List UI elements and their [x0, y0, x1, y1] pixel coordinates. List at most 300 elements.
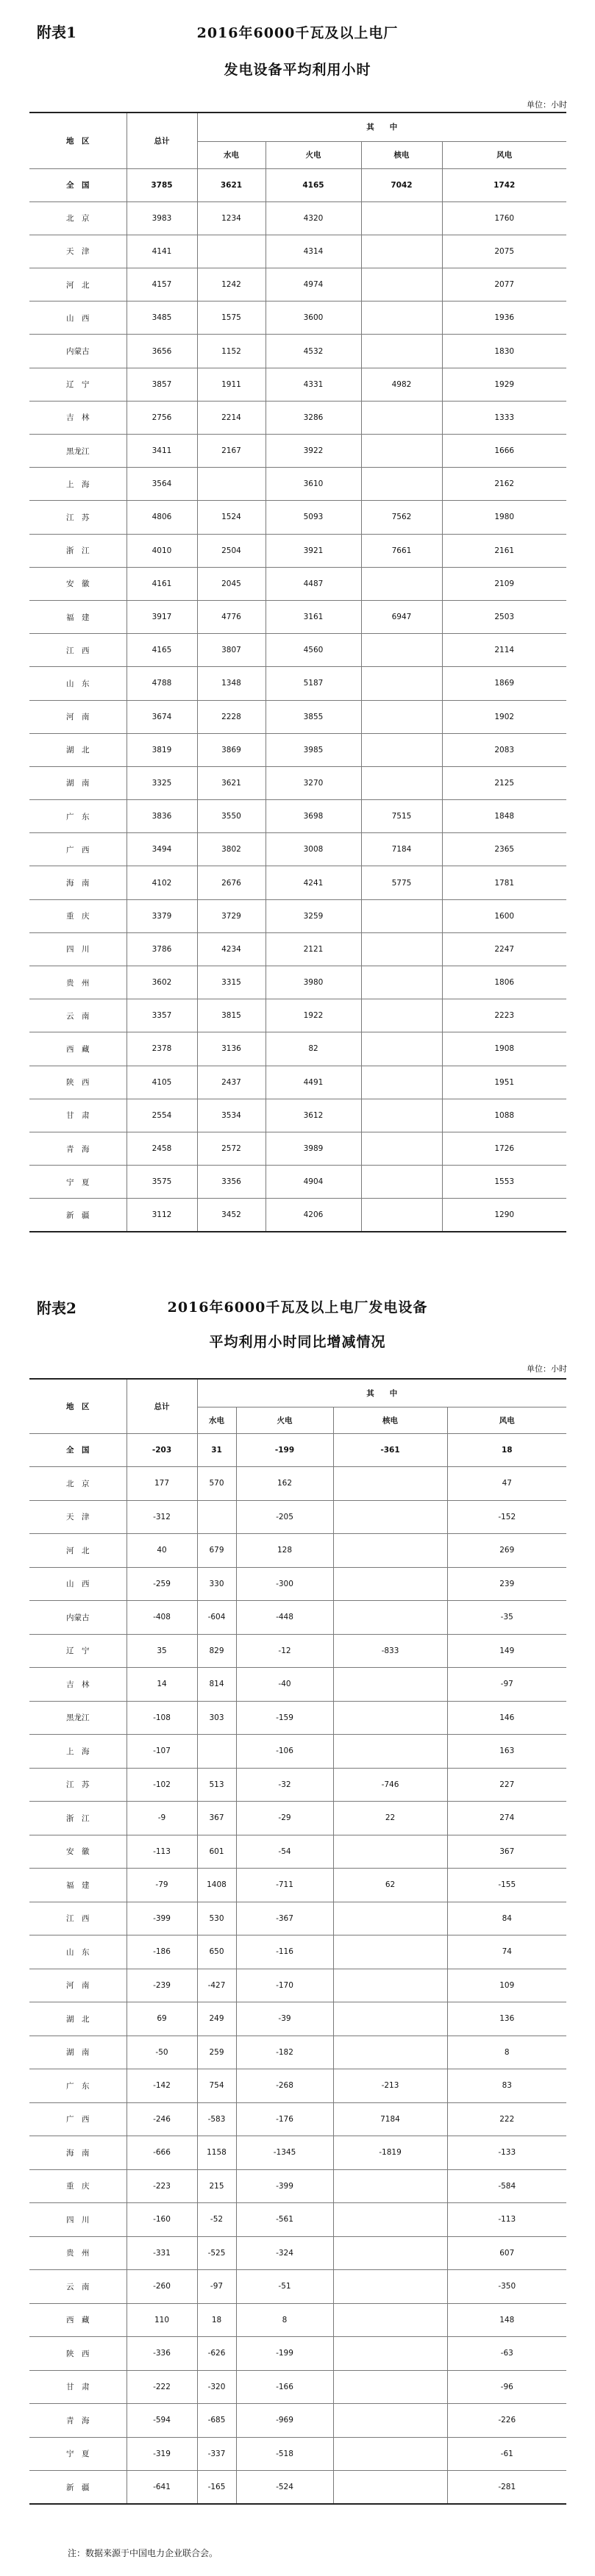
cell-hydro: 754 — [197, 2069, 236, 2103]
table-row — [29, 966, 566, 999]
table1-title-line2: 发电设备平均利用小时 — [224, 62, 371, 78]
cell-region: 天 津 — [29, 235, 127, 268]
table1-header-nuclear: 核电 — [361, 141, 442, 168]
cell-total: -336 — [127, 2337, 197, 2371]
cell-region: 安 徽 — [29, 1835, 127, 1869]
table-row — [29, 2337, 566, 2371]
cell-wind: -97 — [447, 1668, 566, 1702]
cell-region: 海 南 — [29, 2136, 127, 2170]
cell-nuclear — [361, 435, 442, 468]
cell-thermal: 3855 — [266, 700, 361, 733]
cell-nuclear — [361, 899, 442, 932]
cell-thermal: 4974 — [266, 268, 361, 302]
cell-hydro: 1911 — [197, 368, 266, 401]
cell-nuclear: 22 — [333, 1802, 447, 1835]
cell-hydro: 3807 — [197, 634, 266, 667]
cell-thermal: -170 — [236, 1969, 333, 2002]
cell-total: -203 — [127, 1433, 197, 1467]
cell-thermal: 4320 — [266, 201, 361, 235]
cell-wind: 148 — [447, 2303, 566, 2337]
cell-region: 甘 肃 — [29, 2370, 127, 2404]
cell-total: 2378 — [127, 1032, 197, 1066]
cell-nuclear — [333, 2303, 447, 2337]
cell-hydro: -52 — [197, 2203, 236, 2237]
cell-hydro — [197, 1735, 236, 1769]
cell-hydro: 1242 — [197, 268, 266, 302]
cell-total: 69 — [127, 2002, 197, 2036]
cell-nuclear — [361, 700, 442, 733]
cell-wind: 146 — [447, 1701, 566, 1735]
cell-wind: 2503 — [442, 600, 566, 633]
cell-thermal: -40 — [236, 1668, 333, 1702]
cell-thermal: 3698 — [266, 800, 361, 833]
cell-hydro: 1234 — [197, 201, 266, 235]
table2-title-line2: 平均利用小时同比增减情况 — [209, 1334, 386, 1350]
cell-nuclear — [333, 1601, 447, 1635]
cell-wind: 1848 — [442, 800, 566, 833]
table-row — [29, 2270, 566, 2304]
cell-thermal: -39 — [236, 2002, 333, 2036]
cell-thermal: -300 — [236, 1567, 333, 1601]
cell-wind: 607 — [447, 2236, 566, 2270]
cell-nuclear — [333, 1735, 447, 1769]
cell-hydro: 3534 — [197, 1099, 266, 1132]
cell-total: 4141 — [127, 235, 197, 268]
cell-total: 3379 — [127, 899, 197, 932]
cell-thermal: 3008 — [266, 833, 361, 866]
cell-hydro: -165 — [197, 2471, 236, 2505]
cell-thermal: -199 — [236, 2337, 333, 2371]
cell-hydro: 1408 — [197, 1869, 236, 1902]
table-row — [29, 932, 566, 966]
cell-wind: -61 — [447, 2437, 566, 2471]
cell-total: 3112 — [127, 1199, 197, 1232]
cell-total: -107 — [127, 1735, 197, 1769]
cell-hydro: 215 — [197, 2169, 236, 2203]
cell-region: 山 东 — [29, 667, 127, 700]
cell-wind: 1290 — [442, 1199, 566, 1232]
cell-wind: 1666 — [442, 435, 566, 468]
cell-total: -9 — [127, 1802, 197, 1835]
table-row — [29, 1534, 566, 1568]
table-row — [29, 2370, 566, 2404]
cell-thermal: 5093 — [266, 501, 361, 534]
table-row — [29, 1802, 566, 1835]
table2-header-thermal: 火电 — [236, 1407, 333, 1433]
cell-total: 3564 — [127, 468, 197, 501]
cell-hydro: -320 — [197, 2370, 236, 2404]
cell-region: 上 海 — [29, 1735, 127, 1769]
source-note: 注：数据来源于中国电力企业联合会。 — [68, 2548, 218, 2558]
cell-wind: -152 — [447, 1500, 566, 1534]
cell-region: 新 疆 — [29, 2471, 127, 2505]
cell-hydro: 1575 — [197, 302, 266, 335]
cell-total: -79 — [127, 1869, 197, 1902]
cell-region: 吉 林 — [29, 401, 127, 434]
cell-wind: -226 — [447, 2404, 566, 2438]
cell-total: 3411 — [127, 435, 197, 468]
table-row — [29, 600, 566, 633]
table-row — [29, 1835, 566, 1869]
cell-nuclear: 4982 — [361, 368, 442, 401]
cell-nuclear — [361, 932, 442, 966]
cell-nuclear — [333, 2404, 447, 2438]
table-row — [29, 1032, 566, 1066]
cell-nuclear: 6947 — [361, 600, 442, 633]
table1-unit: 单位：小时 — [527, 100, 567, 110]
table2-header-wind: 风电 — [447, 1407, 566, 1433]
cell-nuclear: 7184 — [333, 2102, 447, 2136]
cell-region: 青 海 — [29, 1132, 127, 1165]
cell-wind: -133 — [447, 2136, 566, 2170]
cell-total: 40 — [127, 1534, 197, 1568]
table-row — [29, 1969, 566, 2002]
cell-total: 3819 — [127, 733, 197, 766]
cell-wind: 1929 — [442, 368, 566, 401]
table1-body — [29, 168, 566, 1232]
cell-thermal: -32 — [236, 1768, 333, 1802]
cell-thermal: -518 — [236, 2437, 333, 2471]
cell-nuclear — [361, 766, 442, 799]
cell-total: 3983 — [127, 201, 197, 235]
table-row — [29, 733, 566, 766]
cell-nuclear — [333, 1500, 447, 1534]
cell-region: 新 疆 — [29, 1199, 127, 1232]
cell-nuclear — [361, 302, 442, 335]
table1-header-thermal: 火电 — [266, 141, 361, 168]
cell-region: 浙 江 — [29, 1802, 127, 1835]
table-row — [29, 866, 566, 899]
cell-thermal: -711 — [236, 1869, 333, 1902]
cell-hydro: 3802 — [197, 833, 266, 866]
table-row — [29, 2036, 566, 2069]
cell-wind: 367 — [447, 1835, 566, 1869]
table-row — [29, 168, 566, 201]
cell-hydro: 814 — [197, 1668, 236, 1702]
table-row — [29, 1166, 566, 1199]
cell-thermal: -182 — [236, 2036, 333, 2069]
cell-nuclear — [361, 1032, 442, 1066]
cell-nuclear — [361, 1132, 442, 1165]
cell-total: -408 — [127, 1601, 197, 1635]
table-row — [29, 1132, 566, 1165]
cell-thermal: 4206 — [266, 1199, 361, 1232]
cell-total: -399 — [127, 1902, 197, 1935]
cell-hydro: 513 — [197, 1768, 236, 1802]
cell-wind: 136 — [447, 2002, 566, 2036]
cell-region: 云 南 — [29, 999, 127, 1032]
cell-wind: 2109 — [442, 567, 566, 600]
cell-wind: 1600 — [442, 899, 566, 932]
cell-total: -594 — [127, 2404, 197, 2438]
cell-wind: 1553 — [442, 1166, 566, 1199]
cell-hydro: 2676 — [197, 866, 266, 899]
cell-wind: 2247 — [442, 932, 566, 966]
cell-hydro: 650 — [197, 1935, 236, 1969]
table-row — [29, 1567, 566, 1601]
cell-nuclear — [361, 667, 442, 700]
table-row — [29, 999, 566, 1032]
cell-thermal: 4241 — [266, 866, 361, 899]
cell-region: 贵 州 — [29, 2236, 127, 2270]
cell-region: 云 南 — [29, 2270, 127, 2304]
table-row — [29, 468, 566, 501]
table-row — [29, 1634, 566, 1668]
cell-hydro: 1348 — [197, 667, 266, 700]
cell-nuclear — [333, 1534, 447, 1568]
cell-nuclear — [333, 1567, 447, 1601]
table-row — [29, 268, 566, 302]
cell-thermal: -969 — [236, 2404, 333, 2438]
cell-hydro: -583 — [197, 2102, 236, 2136]
cell-wind: 269 — [447, 1534, 566, 1568]
cell-region: 黑龙江 — [29, 1701, 127, 1735]
table-row — [29, 2102, 566, 2136]
cell-thermal: -12 — [236, 1634, 333, 1668]
cell-region: 宁 夏 — [29, 1166, 127, 1199]
table-row — [29, 534, 566, 567]
cell-nuclear — [361, 634, 442, 667]
cell-thermal: 4331 — [266, 368, 361, 401]
cell-nuclear — [361, 468, 442, 501]
table2-body — [29, 1433, 566, 2504]
table2-header-hydro: 水电 — [197, 1407, 236, 1433]
cell-region: 江 西 — [29, 634, 127, 667]
table2-header-region: 地 区 — [29, 1379, 127, 1433]
cell-thermal: -448 — [236, 1601, 333, 1635]
cell-hydro: 2214 — [197, 401, 266, 434]
cell-total: 3357 — [127, 999, 197, 1032]
cell-region: 甘 肃 — [29, 1099, 127, 1132]
cell-nuclear — [361, 401, 442, 434]
cell-total: -186 — [127, 1935, 197, 1969]
cell-thermal: 82 — [266, 1032, 361, 1066]
cell-thermal: 4314 — [266, 235, 361, 268]
cell-region: 四 川 — [29, 932, 127, 966]
cell-total: 2756 — [127, 401, 197, 434]
cell-hydro: -427 — [197, 1969, 236, 2002]
cell-thermal: -166 — [236, 2370, 333, 2404]
cell-region: 江 苏 — [29, 501, 127, 534]
cell-thermal: -106 — [236, 1735, 333, 1769]
table-row — [29, 1701, 566, 1735]
cell-nuclear — [361, 335, 442, 368]
cell-hydro: 18 — [197, 2303, 236, 2337]
cell-hydro: 330 — [197, 1567, 236, 1601]
cell-hydro: 3621 — [197, 168, 266, 201]
cell-region: 内蒙古 — [29, 335, 127, 368]
cell-hydro: -604 — [197, 1601, 236, 1635]
cell-nuclear: 7562 — [361, 501, 442, 534]
cell-thermal: 162 — [236, 1467, 333, 1501]
cell-total: 14 — [127, 1668, 197, 1702]
cell-nuclear: -833 — [333, 1634, 447, 1668]
table-row — [29, 833, 566, 866]
cell-wind: 2365 — [442, 833, 566, 866]
cell-wind: 2114 — [442, 634, 566, 667]
cell-region: 山 西 — [29, 302, 127, 335]
cell-region: 山 西 — [29, 1567, 127, 1601]
cell-wind: 109 — [447, 1969, 566, 2002]
cell-hydro: 2572 — [197, 1132, 266, 1165]
cell-wind: 2161 — [442, 534, 566, 567]
cell-region: 福 建 — [29, 1869, 127, 1902]
cell-hydro: -685 — [197, 2404, 236, 2438]
cell-region: 上 海 — [29, 468, 127, 501]
cell-wind: 47 — [447, 1467, 566, 1501]
cell-total: -319 — [127, 2437, 197, 2471]
cell-hydro: 303 — [197, 1701, 236, 1735]
cell-nuclear — [361, 567, 442, 600]
cell-total: 3494 — [127, 833, 197, 866]
cell-hydro: 3869 — [197, 733, 266, 766]
cell-total: -50 — [127, 2036, 197, 2069]
cell-thermal: 1922 — [266, 999, 361, 1032]
cell-hydro — [197, 235, 266, 268]
cell-thermal: -176 — [236, 2102, 333, 2136]
table2-label: 附表2 — [37, 1299, 76, 1317]
cell-thermal: -51 — [236, 2270, 333, 2304]
cell-wind: 2125 — [442, 766, 566, 799]
cell-thermal: -159 — [236, 1701, 333, 1735]
cell-wind: 2075 — [442, 235, 566, 268]
table-row — [29, 2203, 566, 2237]
cell-nuclear — [361, 1166, 442, 1199]
cell-nuclear — [361, 235, 442, 268]
cell-region: 河 南 — [29, 700, 127, 733]
cell-wind: 83 — [447, 2069, 566, 2103]
table2-header-nuclear: 核电 — [333, 1407, 447, 1433]
cell-nuclear — [361, 201, 442, 235]
cell-hydro: 4776 — [197, 600, 266, 633]
cell-wind: 1908 — [442, 1032, 566, 1066]
table-row — [29, 766, 566, 799]
cell-region: 黑龙江 — [29, 435, 127, 468]
cell-total: -641 — [127, 2471, 197, 2505]
cell-thermal: -399 — [236, 2169, 333, 2203]
cell-region: 广 西 — [29, 2102, 127, 2136]
table-row — [29, 2404, 566, 2438]
cell-region: 湖 南 — [29, 766, 127, 799]
cell-hydro: 31 — [197, 1433, 236, 1467]
cell-hydro: 1158 — [197, 2136, 236, 2170]
cell-region: 宁 夏 — [29, 2437, 127, 2471]
cell-wind: 149 — [447, 1634, 566, 1668]
cell-total: 4157 — [127, 268, 197, 302]
cell-region: 陕 西 — [29, 1066, 127, 1099]
cell-region: 北 京 — [29, 1467, 127, 1501]
cell-nuclear — [333, 1902, 447, 1935]
table-row — [29, 1500, 566, 1534]
cell-wind: -96 — [447, 2370, 566, 2404]
cell-region: 全 国 — [29, 1433, 127, 1467]
cell-region: 四 川 — [29, 2203, 127, 2237]
cell-region: 浙 江 — [29, 534, 127, 567]
cell-hydro: 367 — [197, 1802, 236, 1835]
cell-thermal: -561 — [236, 2203, 333, 2237]
cell-thermal: 3612 — [266, 1099, 361, 1132]
cell-hydro: 3315 — [197, 966, 266, 999]
cell-nuclear — [333, 2337, 447, 2371]
cell-thermal: -324 — [236, 2236, 333, 2270]
table-row — [29, 800, 566, 833]
cell-nuclear — [361, 1199, 442, 1232]
cell-hydro: 2437 — [197, 1066, 266, 1099]
cell-total: -113 — [127, 1835, 197, 1869]
cell-thermal: 4487 — [266, 567, 361, 600]
table2-header-group: 其 中 — [197, 1379, 566, 1407]
table1-title-line1: 2016年6000千瓦及以上电厂 — [196, 25, 399, 41]
cell-region: 福 建 — [29, 600, 127, 633]
table-row — [29, 2236, 566, 2270]
cell-wind: -63 — [447, 2337, 566, 2371]
cell-total: 2458 — [127, 1132, 197, 1165]
cell-nuclear — [333, 1467, 447, 1501]
table-row — [29, 1869, 566, 1902]
cell-thermal: 3980 — [266, 966, 361, 999]
cell-wind: 1980 — [442, 501, 566, 534]
cell-total: -102 — [127, 1768, 197, 1802]
cell-region: 辽 宁 — [29, 1634, 127, 1668]
cell-nuclear — [333, 1668, 447, 1702]
table-row — [29, 2136, 566, 2170]
cell-total: 3917 — [127, 600, 197, 633]
cell-wind: 227 — [447, 1768, 566, 1802]
cell-total: -108 — [127, 1701, 197, 1735]
cell-total: 4806 — [127, 501, 197, 534]
cell-total: 3785 — [127, 168, 197, 201]
cell-thermal: -205 — [236, 1500, 333, 1534]
table2 — [29, 1378, 566, 2505]
cell-wind: 84 — [447, 1902, 566, 1935]
cell-thermal: -116 — [236, 1935, 333, 1969]
table1-label: 附表1 — [37, 24, 76, 41]
cell-hydro — [197, 1500, 236, 1534]
cell-total: 4161 — [127, 567, 197, 600]
cell-hydro: 2504 — [197, 534, 266, 567]
cell-region: 全 国 — [29, 168, 127, 201]
cell-region: 青 海 — [29, 2404, 127, 2438]
cell-total: -246 — [127, 2102, 197, 2136]
cell-hydro: 2228 — [197, 700, 266, 733]
cell-nuclear — [333, 2370, 447, 2404]
cell-total: -160 — [127, 2203, 197, 2237]
table2-header-total: 总计 — [127, 1379, 197, 1433]
cell-wind: 1726 — [442, 1132, 566, 1165]
cell-wind: 1742 — [442, 168, 566, 201]
table-row — [29, 1199, 566, 1232]
cell-hydro: 3621 — [197, 766, 266, 799]
cell-nuclear — [333, 2169, 447, 2203]
cell-thermal: 3985 — [266, 733, 361, 766]
table1-header-total: 总计 — [127, 113, 197, 168]
table-row — [29, 700, 566, 733]
cell-region: 江 苏 — [29, 1768, 127, 1802]
cell-total: 4010 — [127, 534, 197, 567]
cell-total: 3857 — [127, 368, 197, 401]
cell-total: 2554 — [127, 1099, 197, 1132]
cell-region: 湖 南 — [29, 2036, 127, 2069]
cell-region: 内蒙古 — [29, 1601, 127, 1635]
table-row — [29, 2169, 566, 2203]
cell-thermal: 3270 — [266, 766, 361, 799]
cell-hydro: 679 — [197, 1534, 236, 1568]
cell-wind: -281 — [447, 2471, 566, 2505]
cell-wind: 1830 — [442, 335, 566, 368]
cell-hydro: 3136 — [197, 1032, 266, 1066]
cell-region: 江 西 — [29, 1902, 127, 1935]
cell-thermal: 2121 — [266, 932, 361, 966]
